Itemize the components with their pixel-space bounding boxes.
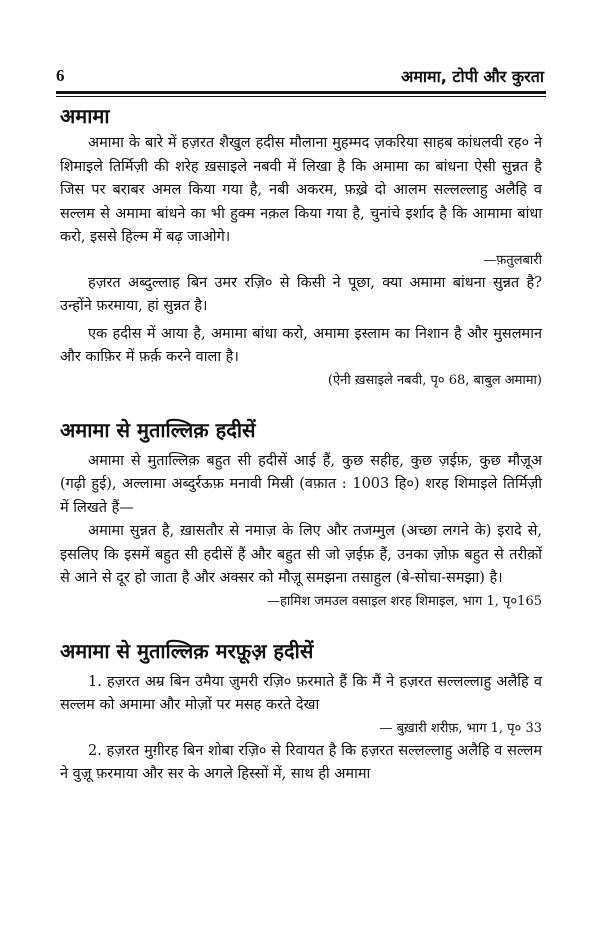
header-rule-thick <box>56 91 546 94</box>
paragraph: हज़रत अब्दुल्लाह बिन उमर रज़ि० से किसी ने पूछा, क्या अमामा बांधना सुन्नत है? उन्होंने फ़रमाया, हां सुन्नत है। <box>60 274 542 314</box>
source-citation: (ऐनी ख़साइले नबवी, पृ० 68, बाबुल अमामा) <box>327 372 542 388</box>
page-number: 6 <box>56 66 65 85</box>
section-heading-amama: अमामा <box>60 104 110 128</box>
hadith-item: 2. हज़रत मुग़ीरह बिन शोबा रज़ि० से रिवायत है कि हज़रत सल्लल्लाहु अलैहि व सल्लम ने वुज़ू फ़रमाया और सर के अगले हिस्सों में, साथ ही अमामा <box>60 742 542 782</box>
paragraph: अमामा से मुताल्लिक़ बहुत सी हदीसें आई हैं, कुछ सहीह, कुछ ज़ईफ़, कुछ मौज़ूअ (गढ़ी हुई), अल्लामा अब्दुर्रऊफ़ मनावी मिस्री (वफ़ात : 1003 हि०) शरह शिमाइले तिर्मिज़ी में लिखते हैं— <box>60 452 542 516</box>
hadith-item: 1. हज़रत अम्र बिन उमैया ज़ुमरी रज़ि० फ़रमाते हैं कि मैं ने हज़रत सल्लल्लाहु अलैहि व सल्लम को अमामा और मोज़ों पर मसह करते देखा <box>60 673 542 713</box>
paragraph: एक हदीस में आया है, अमामा बांधा करो, अमामा इस्लाम का निशान है और मुसलमान और काफ़िर में फ़र्क़ करने वाला है। <box>60 325 542 365</box>
paragraph: अमामा सुन्नत है, ख़ासतौर से नमाज़ के लिए और तजम्मुल (अच्छा लगने के) इरादे से, इसलिए कि इसमें बहुत सी हदीसें हैं और बहुत सी जो ज़ईफ़ हैं, उनका ज़ोफ़ बहुत से तरीक़ों से आने से दूर हो जाता है और अक्सर को मौज़ू समझना तसाहुल (बे-सोचा-समझा) है। <box>60 523 542 586</box>
running-title: अमामा, टोपी और कुरता <box>401 67 544 86</box>
page-header <box>56 64 544 88</box>
page-body <box>60 100 542 787</box>
section-heading-related-hadith: अमामा से मुताल्लिक़ हदीसें <box>60 417 256 442</box>
section-heading-marfu-hadith: अमामा से मुताल्लिक़ मरफ़ूअ़ हदीसें <box>60 638 314 663</box>
header-rule-thin <box>56 96 546 97</box>
source-citation: —फ़तुलबारी <box>483 252 542 268</box>
source-citation: —हामिश जमउल वसाइल शरह शिमाइल, भाग 1, पृ०165 <box>266 593 542 609</box>
source-citation: — बुख़ारी शरीफ़, भाग 1, पृ० 33 <box>379 720 542 736</box>
paragraph: अमामा के बारे में हज़रत शैखुल हदीस मौलाना मुहम्मद ज़करिया साहब कांधलवी रह० ने शिमाइले तिर्मिज़ी की शरेह ख़साइले नबवी में लिखा है कि अमामा का बांधना ऐसी सुन्नत है जिस पर बराबर अमल किया गया है, नबी अकरम, फ़ख़्रे दो आलम सल्लल्लाहु अलैहि व सल्लम से अमामा बांधने का भी हुक्म नक़ल किया गया है, चुनांचे इर्शाद है कि आमामा बांधा करो, इससे हिल्म में बढ़ जाओगे। <box>60 135 542 245</box>
